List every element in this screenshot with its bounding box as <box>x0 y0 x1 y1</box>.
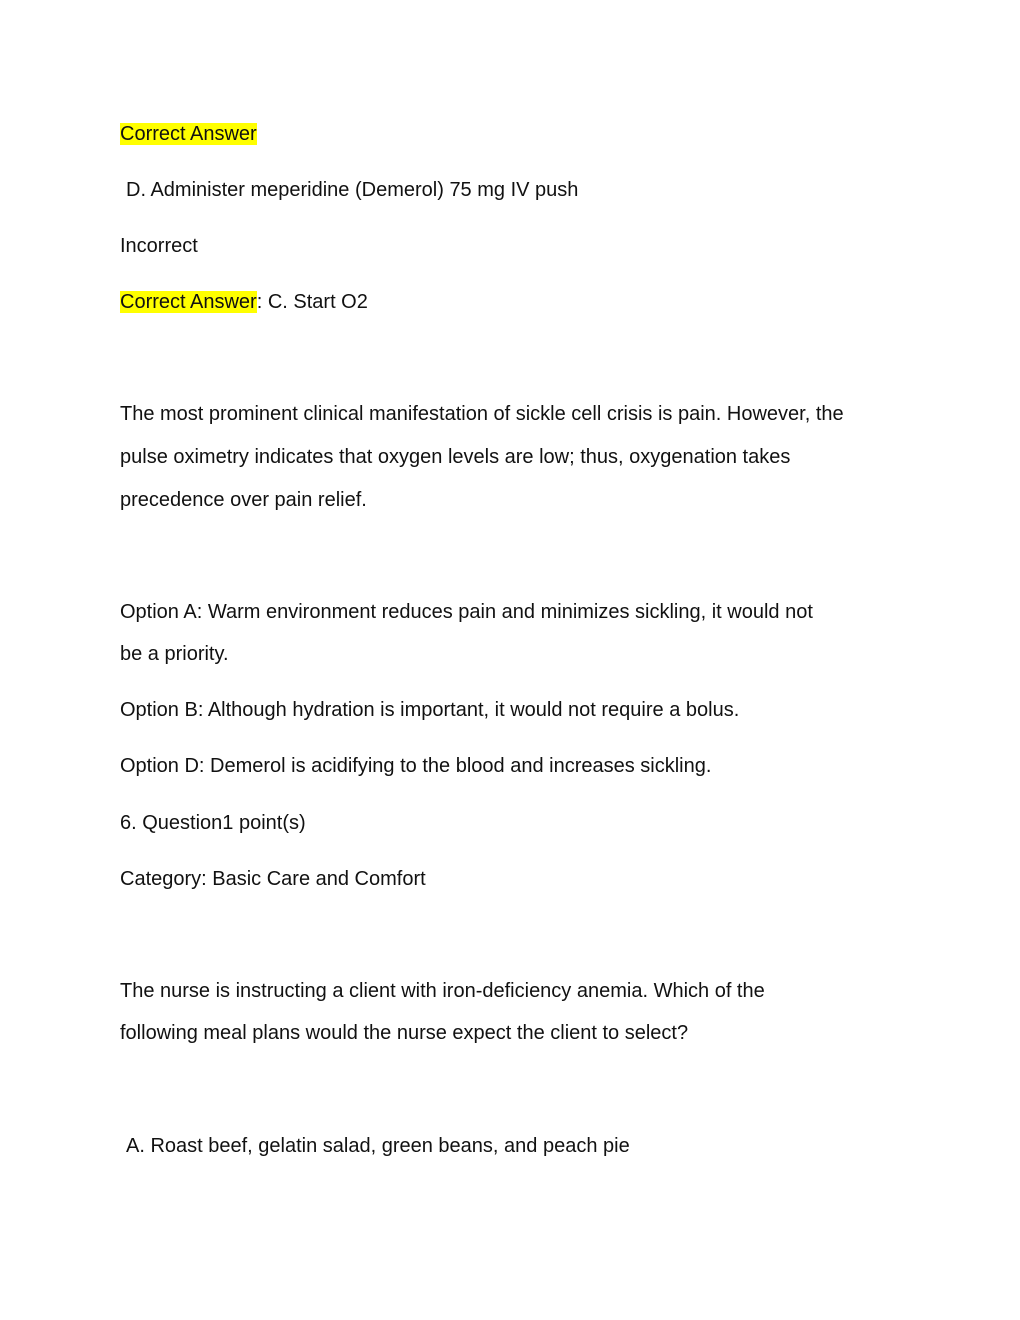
option-a-rationale-line: Option A: Warm environment reduces pain and minimizes sickling, it would not <box>120 601 813 623</box>
rationale-line: pulse oximetry indicates that oxygen levels are low; thus, oxygenation takes <box>120 446 791 468</box>
option-d-rationale: Option D: Demerol is acidifying to the blood and increases sickling. <box>120 755 712 777</box>
question-text-line: following meal plans would the nurse expect the client to select? <box>120 1022 689 1044</box>
correct-answer-value: : C. Start O2 <box>256 291 368 313</box>
correct-answer-highlight: Correct Answer <box>120 291 257 313</box>
correct-answer-heading <box>120 120 910 148</box>
question-number: 6. Question1 point(s) <box>120 812 306 834</box>
question-category: Category: Basic Care and Comfort <box>120 868 426 890</box>
answer-option-a: A. Roast beef, gelatin salad, green beans, and peach pie <box>126 1135 630 1157</box>
option-a-rationale-line: be a priority. <box>120 643 229 665</box>
correct-answer-line <box>120 288 910 316</box>
rationale-line: precedence over pain relief. <box>120 489 367 511</box>
question-text-line: The nurse is instructing a client with iron-deficiency anemia. Which of the <box>120 980 765 1002</box>
answer-option-d: D. Administer meperidine (Demerol) 75 mg IV push <box>126 179 579 201</box>
correct-answer-highlight: Correct Answer <box>120 123 257 145</box>
option-b-rationale: Option B: Although hydration is important, it would not require a bolus. <box>120 699 740 721</box>
answer-status: Incorrect <box>120 235 198 257</box>
rationale-line: The most prominent clinical manifestation of sickle cell crisis is pain. However, the <box>120 403 844 425</box>
